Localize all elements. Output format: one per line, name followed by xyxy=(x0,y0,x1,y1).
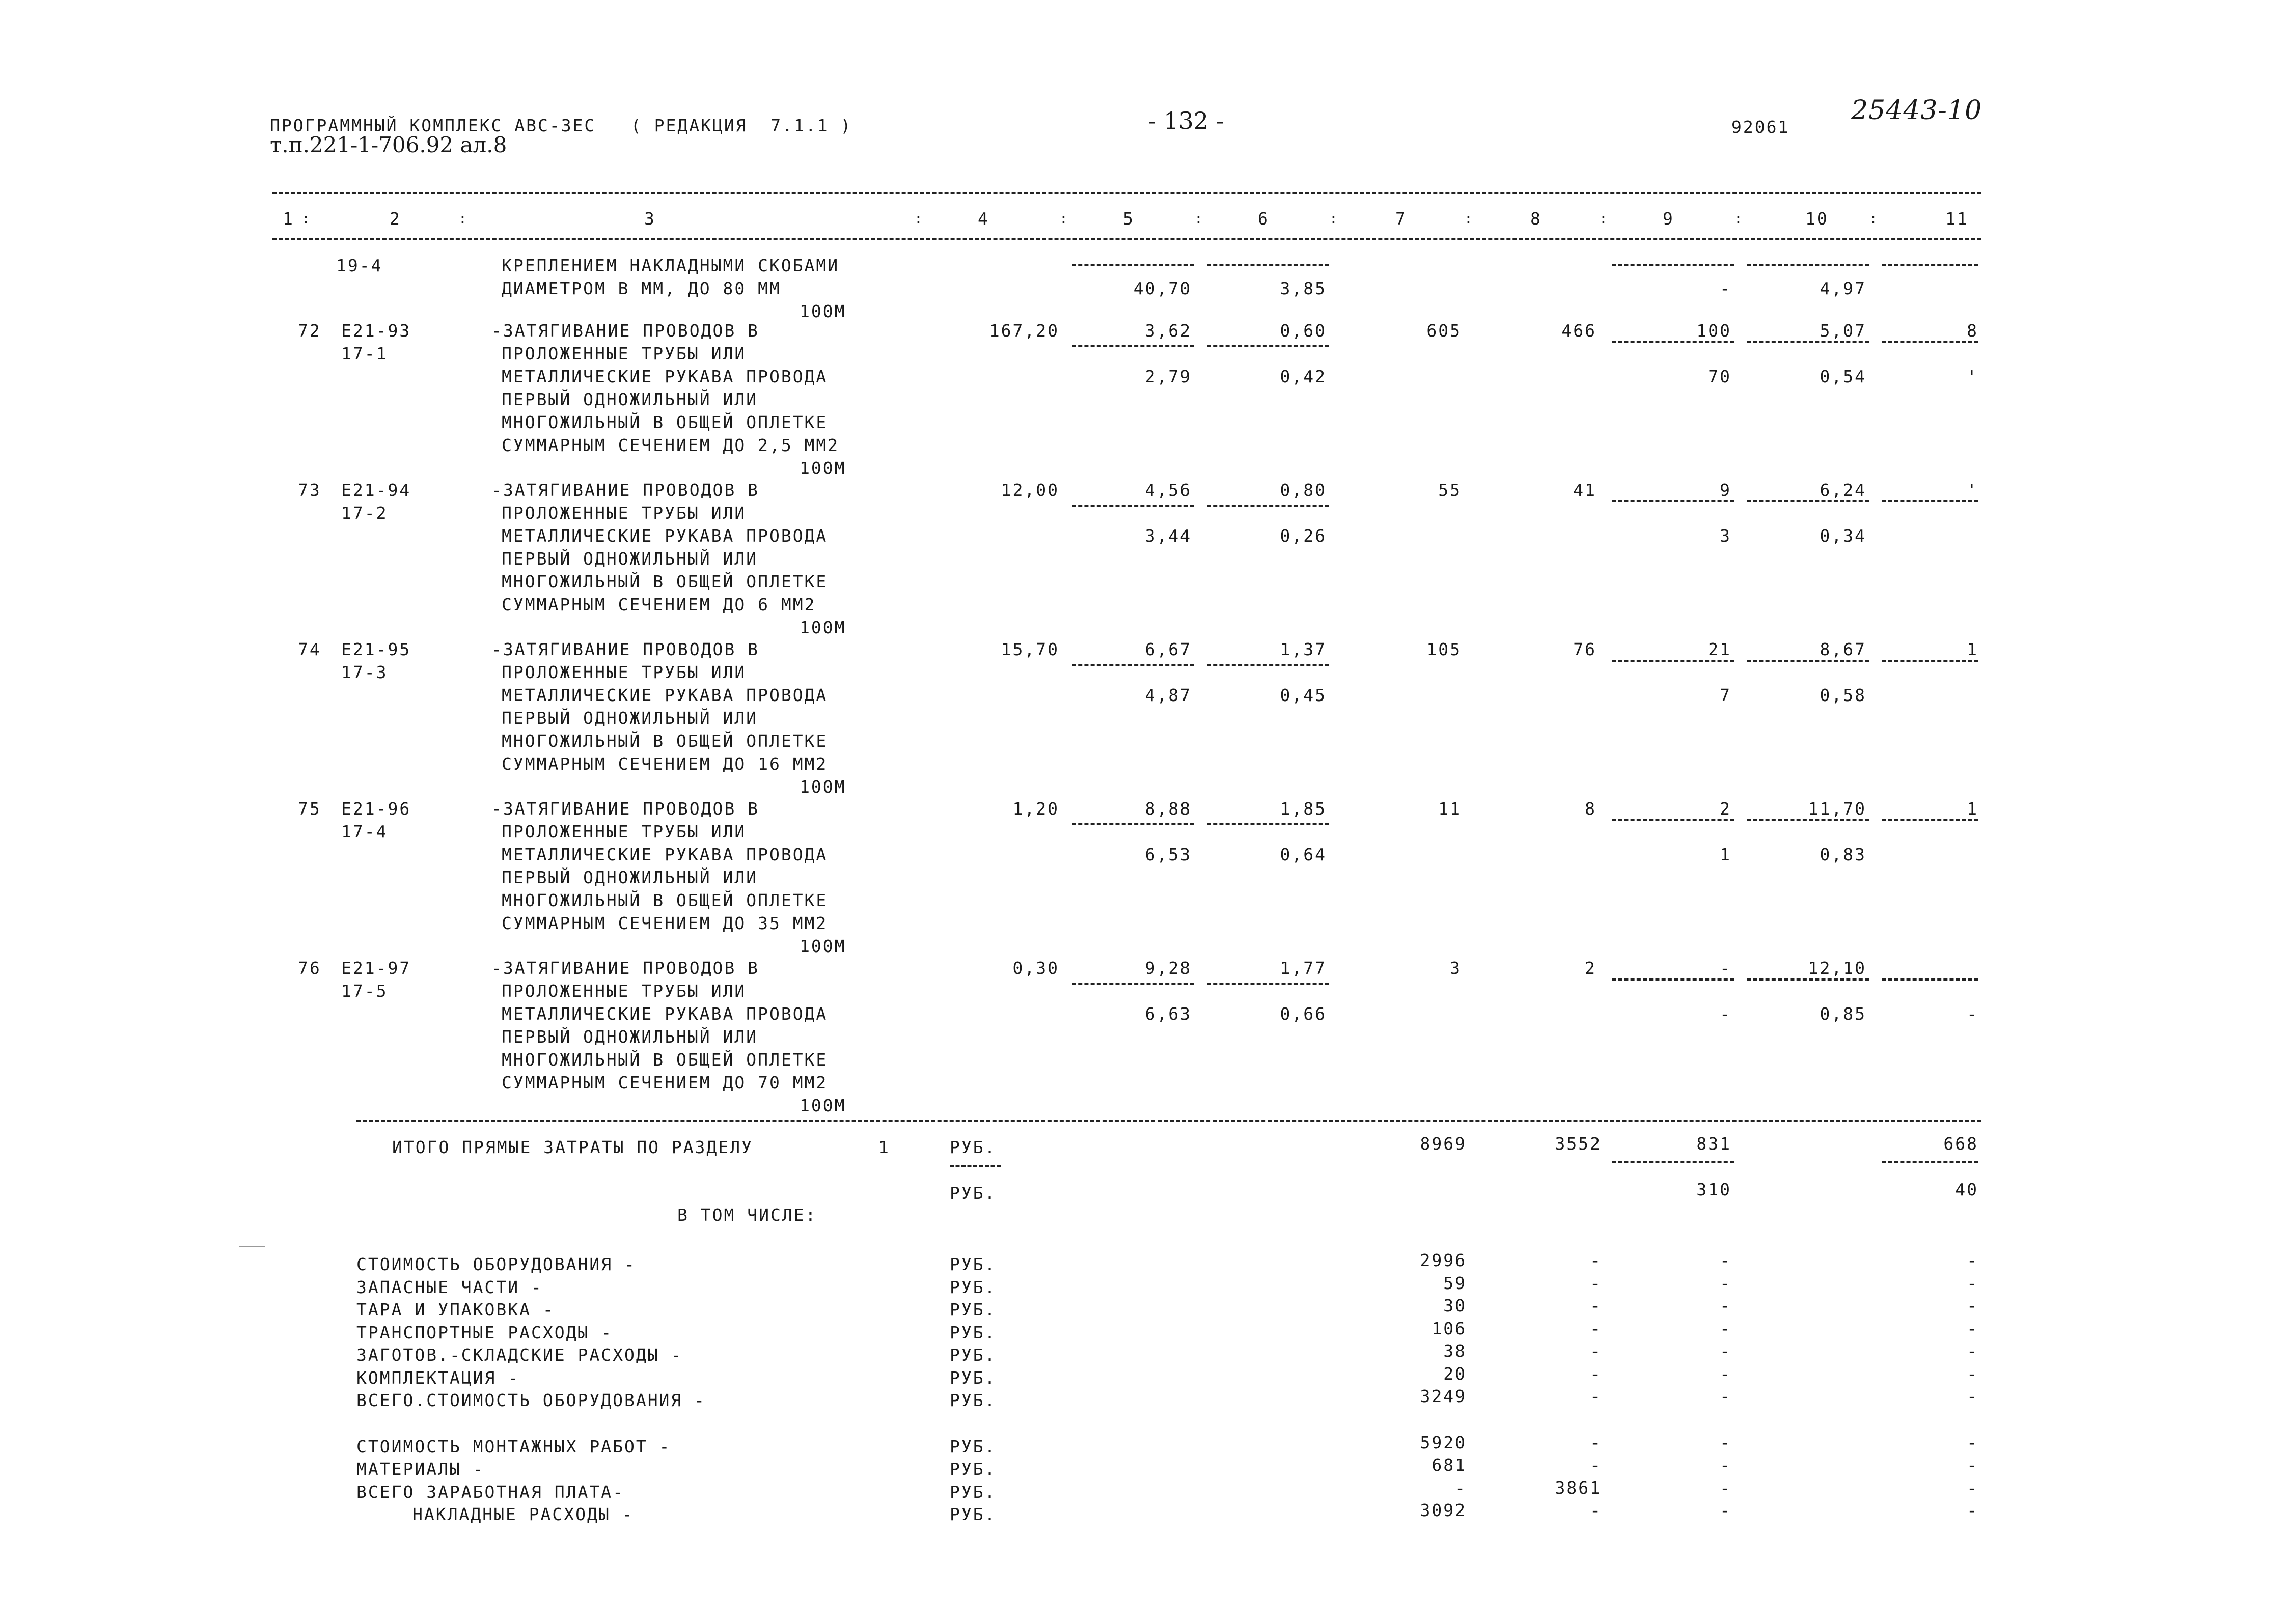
carryover-line-2: ДИАМЕТРОМ В ММ, ДО 80 ММ xyxy=(502,278,781,298)
breakdown-col7: 30 xyxy=(1443,1296,1467,1315)
row-description-line: СУММАРНЫМ СЕЧЕНИЕМ ДО 2,5 ММ2 xyxy=(502,435,840,455)
row-description-line: МЕТАЛЛИЧЕСКИЕ РУКАВА ПРОВОДА xyxy=(502,367,828,386)
row-divider-6 xyxy=(1207,983,1329,985)
breakdown-col7: 681 xyxy=(1431,1455,1467,1475)
breakdown-col11: - xyxy=(1967,1341,1978,1361)
breakdown-unit: РУБ. xyxy=(950,1322,997,1342)
scan-mark xyxy=(239,1246,265,1247)
row-code: Е21-93 xyxy=(341,321,411,341)
row-col9-sub: 7 xyxy=(1720,685,1731,705)
breakdown-col9: - xyxy=(1720,1432,1731,1452)
row-col11: ' xyxy=(1967,480,1978,500)
row-col4: 12,00 xyxy=(1001,480,1059,500)
totals-divider-9 xyxy=(1612,1161,1734,1163)
totals-col11: 668 xyxy=(1943,1134,1978,1154)
column-header-10: 10 xyxy=(1805,209,1829,229)
row-divider-10 xyxy=(1747,500,1869,502)
row-number: 74 xyxy=(298,639,321,659)
breakdown-col7: 3092 xyxy=(1420,1500,1467,1520)
row-col5-sub: 3,44 xyxy=(1145,526,1192,546)
document-number: т.п.221-1-706.92 ал.8 xyxy=(270,132,507,157)
row-subcode: 17-1 xyxy=(341,344,388,363)
row-divider-6 xyxy=(1207,664,1329,666)
breakdown-unit: РУБ. xyxy=(950,1367,997,1388)
row-description-line: СУММАРНЫМ СЕЧЕНИЕМ ДО 35 ММ2 xyxy=(502,913,828,933)
row-description-line: -ЗАТЯГИВАНИЕ ПРОВОДОВ В xyxy=(491,480,759,500)
breakdown-unit: РУБ. xyxy=(950,1459,997,1479)
row-description-line: ПЕРВЫЙ ОДНОЖИЛЬНЫЙ ИЛИ xyxy=(502,1027,758,1047)
row-col6-sub: 0,26 xyxy=(1280,526,1327,546)
column-header-11: 11 xyxy=(1945,209,1969,229)
row-col5: 6,67 xyxy=(1145,639,1192,659)
breakdown-unit: РУБ. xyxy=(950,1436,997,1457)
breakdown-col9: - xyxy=(1720,1273,1731,1293)
row-subcode: 17-5 xyxy=(341,981,388,1001)
row-number: 72 xyxy=(298,321,321,341)
row-col6-sub: 0,64 xyxy=(1280,845,1327,864)
row-col9-sub: 70 xyxy=(1708,367,1731,386)
row-divider-11 xyxy=(1882,978,1978,981)
row-col4: 15,70 xyxy=(1001,639,1059,659)
row-description-line: ПРОЛОЖЕННЫЕ ТРУБЫ ИЛИ xyxy=(502,503,747,523)
row-unit: 100М xyxy=(800,936,846,956)
breakdown-label: ТРАНСПОРТНЫЕ РАСХОДЫ - xyxy=(356,1322,613,1342)
carryover-col10: 4,97 xyxy=(1820,278,1866,298)
row-divider-10 xyxy=(1747,978,1869,981)
row-col9: 100 xyxy=(1696,321,1731,341)
row-description-line: ПРОЛОЖЕННЫЕ ТРУБЫ ИЛИ xyxy=(502,662,747,682)
row-col6-sub: 0,42 xyxy=(1280,367,1327,386)
row-col5-sub: 6,63 xyxy=(1145,1004,1192,1024)
row-divider-9 xyxy=(1612,819,1734,821)
row-description-line: ПЕРВЫЙ ОДНОЖИЛЬНЫЙ ИЛИ xyxy=(502,549,758,569)
row-unit: 100М xyxy=(800,618,846,637)
carryover-divider-5 xyxy=(1072,264,1194,266)
row-divider-6 xyxy=(1207,505,1329,507)
breakdown-col8: - xyxy=(1590,1500,1602,1520)
carryover-unit: 100М xyxy=(800,301,846,321)
row-subcode: 17-3 xyxy=(341,662,388,682)
carryover-col6: 3,85 xyxy=(1280,278,1327,298)
row-col5: 9,28 xyxy=(1145,958,1192,978)
row-code: Е21-94 xyxy=(341,480,411,500)
row-divider-5 xyxy=(1072,345,1194,347)
row-divider-5 xyxy=(1072,983,1194,985)
row-col5-sub: 6,53 xyxy=(1145,845,1192,864)
row-description-line: -ЗАТЯГИВАНИЕ ПРОВОДОВ В xyxy=(491,321,759,341)
breakdown-col8: - xyxy=(1590,1318,1602,1338)
row-divider-11 xyxy=(1882,660,1978,662)
row-description-line: ПЕРВЫЙ ОДНОЖИЛЬНЫЙ ИЛИ xyxy=(502,708,758,728)
breakdown-col9: - xyxy=(1720,1477,1731,1498)
row-col6: 1,37 xyxy=(1280,639,1327,659)
breakdown-col7: 59 xyxy=(1443,1273,1467,1293)
column-separator: : xyxy=(1734,210,1744,227)
row-col11: 8 xyxy=(1967,321,1978,341)
breakdown-col7: 3249 xyxy=(1420,1386,1467,1406)
totals-col11-sub: 40 xyxy=(1955,1180,1978,1199)
column-header-border xyxy=(272,238,1981,240)
row-col4: 0,30 xyxy=(1012,958,1059,978)
including-label: В ТОМ ЧИСЛЕ: xyxy=(677,1205,817,1225)
breakdown-unit: РУБ. xyxy=(950,1504,997,1524)
breakdown-col7: 2996 xyxy=(1420,1250,1467,1270)
row-description-line: МНОГОЖИЛЬНЫЙ В ОБЩЕЙ ОПЛЕТКЕ xyxy=(502,412,828,432)
row-code: Е21-96 xyxy=(341,799,411,819)
row-col11: 1 xyxy=(1967,799,1978,819)
row-col10-sub: 0,58 xyxy=(1820,685,1866,705)
row-description-line: МЕТАЛЛИЧЕСКИЕ РУКАВА ПРОВОДА xyxy=(502,526,828,546)
breakdown-col11: - xyxy=(1967,1500,1978,1520)
row-divider-5 xyxy=(1072,823,1194,825)
breakdown-col7: 5920 xyxy=(1420,1432,1467,1452)
row-number: 75 xyxy=(298,799,321,819)
column-header-4: 4 xyxy=(978,209,989,229)
row-col10-sub: 0,54 xyxy=(1820,367,1866,386)
breakdown-unit: РУБ. xyxy=(950,1481,997,1502)
row-divider-10 xyxy=(1747,660,1869,662)
row-divider-5 xyxy=(1072,664,1194,666)
breakdown-col8: - xyxy=(1590,1273,1602,1293)
breakdown-col8: 3861 xyxy=(1555,1477,1602,1498)
row-col11-sub: - xyxy=(1967,1004,1978,1024)
breakdown-label: МАТЕРИАЛЫ - xyxy=(356,1459,485,1479)
row-col10: 5,07 xyxy=(1820,321,1866,341)
breakdown-label: СТОИМОСТЬ МОНТАЖНЫХ РАБОТ - xyxy=(356,1436,671,1457)
row-col7: 3 xyxy=(1450,958,1462,978)
totals-col9-sub: 310 xyxy=(1696,1180,1731,1199)
breakdown-col9: - xyxy=(1720,1455,1731,1475)
row-col7: 105 xyxy=(1426,639,1462,659)
breakdown-col11: - xyxy=(1967,1363,1978,1384)
row-col4: 1,20 xyxy=(1012,799,1059,819)
row-col7: 605 xyxy=(1426,321,1462,341)
breakdown-col8: - xyxy=(1590,1455,1602,1475)
breakdown-col9: - xyxy=(1720,1341,1731,1361)
column-header-3: 3 xyxy=(644,209,656,229)
row-divider-9 xyxy=(1612,341,1734,343)
row-description-line: СУММАРНЫМ СЕЧЕНИЕМ ДО 6 ММ2 xyxy=(502,595,816,614)
column-header-5: 5 xyxy=(1123,209,1135,229)
breakdown-label: ЗАПАСНЫЕ ЧАСТИ - xyxy=(356,1277,543,1297)
breakdown-col9: - xyxy=(1720,1363,1731,1384)
row-unit: 100М xyxy=(800,458,846,478)
breakdown-col11: - xyxy=(1967,1477,1978,1498)
breakdown-col9: - xyxy=(1720,1386,1731,1406)
column-header-1: 1 xyxy=(283,209,294,229)
row-col6: 1,77 xyxy=(1280,958,1327,978)
column-separator: : xyxy=(1599,210,1609,227)
breakdown-col9: - xyxy=(1720,1318,1731,1338)
row-description-line: МЕТАЛЛИЧЕСКИЕ РУКАВА ПРОВОДА xyxy=(502,685,828,705)
program-header: ПРОГРАММНЫЙ КОМПЛЕКС АВС-3ЕС ( РЕДАКЦИЯ 7.1.1 ) xyxy=(270,116,852,135)
breakdown-col8: - xyxy=(1590,1386,1602,1406)
totals-unit: РУБ. xyxy=(950,1137,997,1157)
totals-col7: 8969 xyxy=(1420,1134,1467,1154)
breakdown-label: КОМПЛЕКТАЦИЯ - xyxy=(356,1367,520,1388)
table-top-border xyxy=(272,192,1981,194)
row-divider-6 xyxy=(1207,345,1329,347)
row-description-line: МЕТАЛЛИЧЕСКИЕ РУКАВА ПРОВОДА xyxy=(502,845,828,864)
breakdown-label: ЗАГОТОВ.-СКЛАДСКИЕ РАСХОДЫ - xyxy=(356,1345,683,1365)
row-divider-6 xyxy=(1207,823,1329,825)
breakdown-label: НАКЛАДНЫЕ РАСХОДЫ - xyxy=(412,1504,634,1524)
row-col10-sub: 0,34 xyxy=(1820,526,1866,546)
breakdown-col11: - xyxy=(1967,1386,1978,1406)
row-col6: 1,85 xyxy=(1280,799,1327,819)
column-header-6: 6 xyxy=(1258,209,1270,229)
breakdown-unit: РУБ. xyxy=(950,1277,997,1297)
row-divider-9 xyxy=(1612,660,1734,662)
row-col8: 8 xyxy=(1585,799,1596,819)
row-code: Е21-97 xyxy=(341,958,411,978)
column-separator: : xyxy=(914,210,924,227)
row-description-line: ПРОЛОЖЕННЫЕ ТРУБЫ ИЛИ xyxy=(502,822,747,842)
carryover-divider-10 xyxy=(1747,264,1869,266)
carryover-col5: 40,70 xyxy=(1133,278,1192,298)
row-col5: 3,62 xyxy=(1145,321,1192,341)
row-description-line: -ЗАТЯГИВАНИЕ ПРОВОДОВ В xyxy=(491,958,759,978)
breakdown-label: ВСЕГО ЗАРАБОТНАЯ ПЛАТА- xyxy=(356,1481,624,1502)
row-divider-11 xyxy=(1882,819,1978,821)
column-separator: : xyxy=(1329,210,1339,227)
row-col11-sub: ' xyxy=(1967,367,1978,386)
row-col4: 167,20 xyxy=(989,321,1059,341)
row-col10: 6,24 xyxy=(1820,480,1866,500)
row-description-line: МЕТАЛЛИЧЕСКИЕ РУКАВА ПРОВОДА xyxy=(502,1004,828,1024)
row-col7: 11 xyxy=(1438,799,1462,819)
row-subcode: 17-2 xyxy=(341,503,388,523)
row-col10-sub: 0,83 xyxy=(1820,845,1866,864)
breakdown-unit: РУБ. xyxy=(950,1390,997,1410)
breakdown-col7: 20 xyxy=(1443,1363,1467,1384)
row-description-line: ПРОЛОЖЕННЫЕ ТРУБЫ ИЛИ xyxy=(502,344,747,363)
row-unit: 100М xyxy=(800,777,846,797)
row-description-line: ПЕРВЫЙ ОДНОЖИЛЬНЫЙ ИЛИ xyxy=(502,867,758,887)
row-unit: 100М xyxy=(800,1096,846,1115)
row-divider-9 xyxy=(1612,500,1734,502)
row-divider-10 xyxy=(1747,819,1869,821)
row-col9: - xyxy=(1720,958,1731,978)
column-separator: : xyxy=(1464,210,1474,227)
breakdown-col7: 38 xyxy=(1443,1341,1467,1361)
breakdown-col8: - xyxy=(1590,1341,1602,1361)
row-col10: 8,67 xyxy=(1820,639,1866,659)
breakdown-col11: - xyxy=(1967,1318,1978,1338)
row-number: 73 xyxy=(298,480,321,500)
row-divider-11 xyxy=(1882,500,1978,502)
breakdown-col11: - xyxy=(1967,1455,1978,1475)
breakdown-col8: - xyxy=(1590,1363,1602,1384)
row-col5-sub: 4,87 xyxy=(1145,685,1192,705)
carryover-divider-6 xyxy=(1207,264,1329,266)
row-subcode: 17-4 xyxy=(341,822,388,842)
row-description-line: -ЗАТЯГИВАНИЕ ПРОВОДОВ В xyxy=(491,639,759,659)
row-description-line: МНОГОЖИЛЬНЫЙ В ОБЩЕЙ ОПЛЕТКЕ xyxy=(502,731,828,751)
row-col8: 466 xyxy=(1561,321,1596,341)
breakdown-unit: РУБ. xyxy=(950,1254,997,1274)
breakdown-col11: - xyxy=(1967,1296,1978,1315)
row-description-line: МНОГОЖИЛЬНЫЙ В ОБЩЕЙ ОПЛЕТКЕ xyxy=(502,1050,828,1070)
row-col9: 2 xyxy=(1720,799,1731,819)
row-col10: 11,70 xyxy=(1808,799,1866,819)
column-separator: : xyxy=(301,210,312,227)
column-separator: : xyxy=(1194,210,1204,227)
carryover-code: 19-4 xyxy=(336,256,383,275)
breakdown-col7: 106 xyxy=(1431,1318,1467,1338)
breakdown-col9: - xyxy=(1720,1296,1731,1315)
row-description-line: СУММАРНЫМ СЕЧЕНИЕМ ДО 16 ММ2 xyxy=(502,754,828,774)
row-col9: 9 xyxy=(1720,480,1731,500)
breakdown-col7: - xyxy=(1455,1477,1467,1498)
row-col9-sub: 3 xyxy=(1720,526,1731,546)
row-divider-11 xyxy=(1882,341,1978,343)
row-col5: 4,56 xyxy=(1145,480,1192,500)
row-description-line: СУММАРНЫМ СЕЧЕНИЕМ ДО 70 ММ2 xyxy=(502,1073,828,1093)
row-col9-sub: - xyxy=(1720,1004,1731,1024)
row-number: 76 xyxy=(298,958,321,978)
column-header-7: 7 xyxy=(1395,209,1407,229)
breakdown-unit: РУБ. xyxy=(950,1300,997,1320)
totals-unit-2: РУБ. xyxy=(950,1183,997,1203)
row-description-line: МНОГОЖИЛЬНЫЙ В ОБЩЕЙ ОПЛЕТКЕ xyxy=(502,572,828,592)
breakdown-col8: - xyxy=(1590,1432,1602,1452)
totals-section: 1 xyxy=(878,1137,890,1157)
column-header-2: 2 xyxy=(390,209,401,229)
row-col9-sub: 1 xyxy=(1720,845,1731,864)
breakdown-col8: - xyxy=(1590,1296,1602,1315)
carryover-line-1: КРЕПЛЕНИЕМ НАКЛАДНЫМИ СКОБАМИ xyxy=(502,256,840,275)
row-divider-10 xyxy=(1747,341,1869,343)
row-description-line: ПРОЛОЖЕННЫЕ ТРУБЫ ИЛИ xyxy=(502,981,747,1001)
carryover-divider-9 xyxy=(1612,264,1734,266)
row-col7: 55 xyxy=(1438,480,1462,500)
breakdown-col11: - xyxy=(1967,1250,1978,1270)
row-col8: 41 xyxy=(1573,480,1596,500)
handwritten-inventory-number: 25443-10 xyxy=(1851,95,1982,126)
row-description-line: ПЕРВЫЙ ОДНОЖИЛЬНЫЙ ИЛИ xyxy=(502,389,758,409)
document-code: 92061 xyxy=(1731,117,1790,137)
row-col8: 2 xyxy=(1585,958,1596,978)
column-separator: : xyxy=(1869,210,1879,227)
carryover-divider-11 xyxy=(1882,264,1978,266)
totals-col8: 3552 xyxy=(1555,1134,1602,1154)
row-col10: 12,10 xyxy=(1808,958,1866,978)
row-col8: 76 xyxy=(1573,639,1596,659)
row-code: Е21-95 xyxy=(341,639,411,659)
row-col10-sub: 0,85 xyxy=(1820,1004,1866,1024)
breakdown-label: ВСЕГО.СТОИМОСТЬ ОБОРУДОВАНИЯ - xyxy=(356,1390,706,1410)
breakdown-col11: - xyxy=(1967,1432,1978,1452)
row-col6: 0,80 xyxy=(1280,480,1327,500)
row-col6: 0,60 xyxy=(1280,321,1327,341)
row-col6-sub: 0,45 xyxy=(1280,685,1327,705)
row-divider-5 xyxy=(1072,505,1194,507)
breakdown-unit: РУБ. xyxy=(950,1345,997,1365)
row-col5-sub: 2,79 xyxy=(1145,367,1192,386)
totals-divider-11 xyxy=(1882,1161,1978,1163)
totals-label: ИТОГО ПРЯМЫЕ ЗАТРАТЫ ПО РАЗДЕЛУ xyxy=(392,1137,753,1157)
totals-col9: 831 xyxy=(1696,1134,1731,1154)
column-header-8: 8 xyxy=(1530,209,1542,229)
totals-top-border xyxy=(356,1120,1981,1122)
row-col5: 8,88 xyxy=(1145,799,1192,819)
row-description-line: МНОГОЖИЛЬНЫЙ В ОБЩЕЙ ОПЛЕТКЕ xyxy=(502,890,828,910)
column-separator: : xyxy=(1059,210,1069,227)
column-header-9: 9 xyxy=(1663,209,1674,229)
breakdown-col11: - xyxy=(1967,1273,1978,1293)
row-col11: 1 xyxy=(1967,639,1978,659)
page-number: - 132 - xyxy=(1148,107,1224,134)
breakdown-col8: - xyxy=(1590,1250,1602,1270)
breakdown-label: ТАРА И УПАКОВКА - xyxy=(356,1300,555,1320)
totals-unit-divider xyxy=(950,1165,1001,1167)
row-divider-9 xyxy=(1612,978,1734,981)
column-separator: : xyxy=(458,210,469,227)
breakdown-col9: - xyxy=(1720,1250,1731,1270)
row-description-line: -ЗАТЯГИВАНИЕ ПРОВОДОВ В xyxy=(491,799,759,819)
row-col6-sub: 0,66 xyxy=(1280,1004,1327,1024)
breakdown-col9: - xyxy=(1720,1500,1731,1520)
breakdown-label: СТОИМОСТЬ ОБОРУДОВАНИЯ - xyxy=(356,1254,636,1274)
carryover-col9: - xyxy=(1720,278,1731,298)
row-col9: 21 xyxy=(1708,639,1731,659)
